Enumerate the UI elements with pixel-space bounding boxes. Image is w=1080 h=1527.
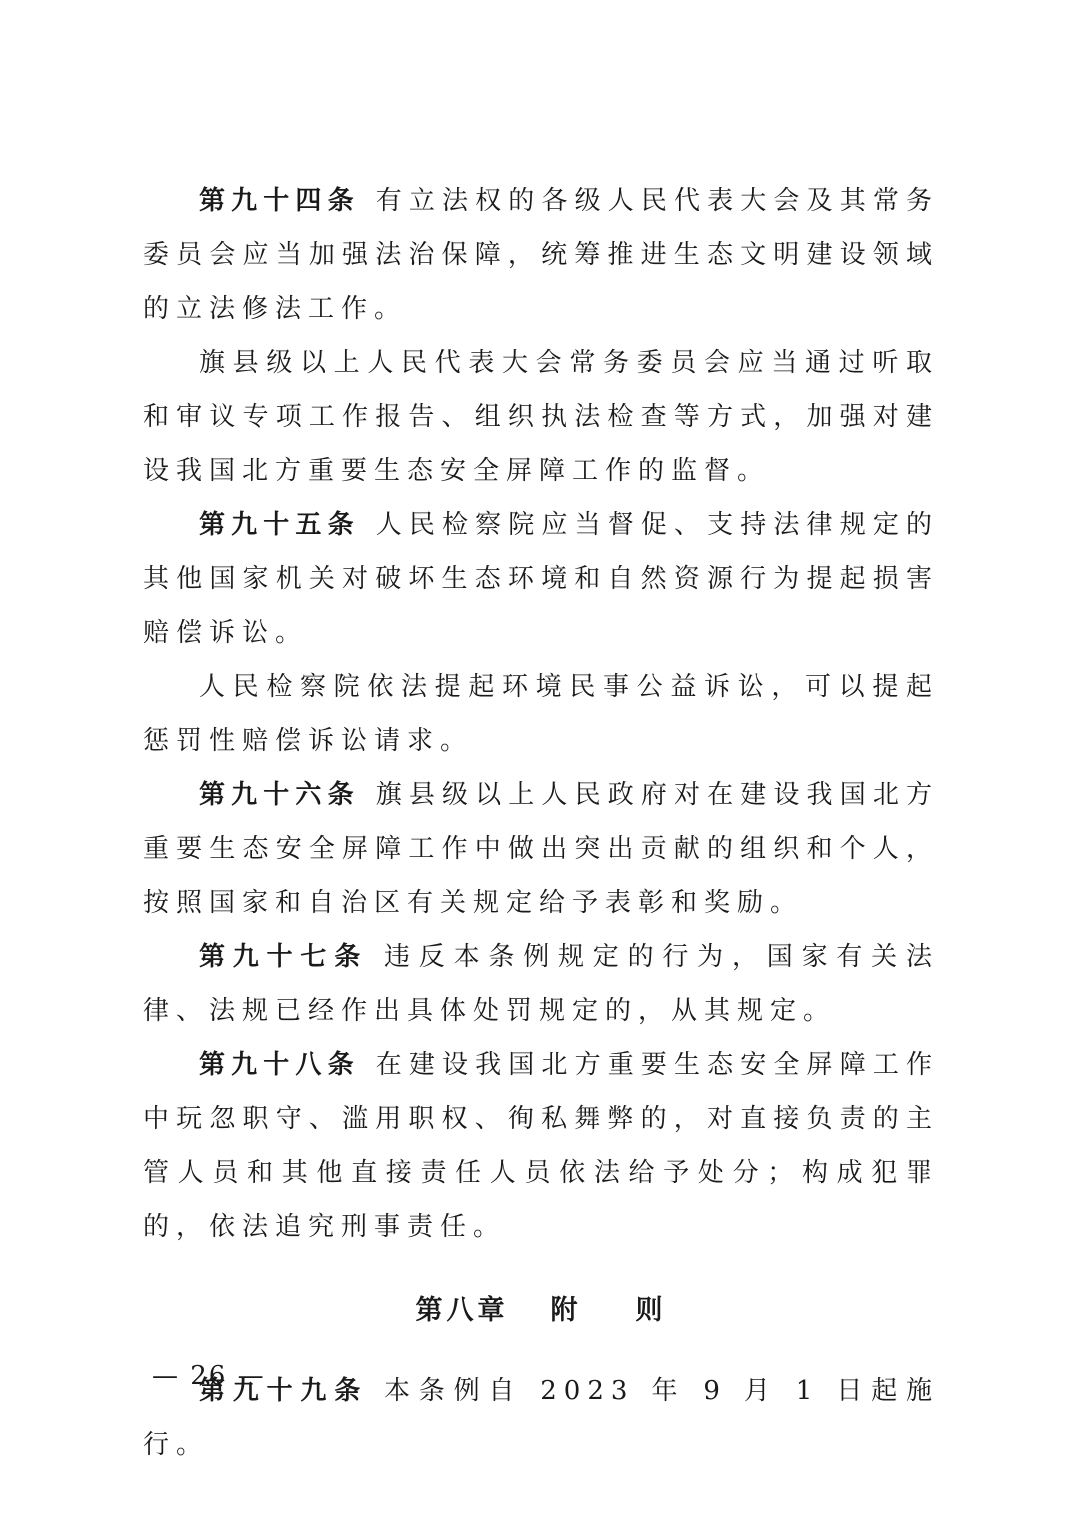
chapter-number: 第八章 [415, 1295, 509, 1326]
article-98-number: 第九十八条 [199, 1050, 360, 1080]
article-95-paragraph-1 [143, 498, 939, 660]
article-98-paragraph-1 [143, 1038, 939, 1254]
article-98-text-1: 在建设我国北方重要生态安全屏障工作中玩忽职守、滥用职权、徇私舞弊的，对直接负责的主管人员和其他直接责任人员依法给予处分；构成犯罪的，依法追究刑事责任。 [143, 1050, 939, 1242]
page-number: — 26 — [152, 1361, 266, 1391]
article-97-paragraph-1 [143, 930, 939, 1038]
article-96-paragraph-1 [143, 768, 939, 930]
article-94-number: 第九十四条 [199, 186, 360, 216]
article-99-text: 本条例自 2023 年 9 月 1 日起施行。 [143, 1376, 939, 1460]
article-94-paragraph-2 [143, 336, 939, 498]
article-94-text-1: 有立法权的各级人民代表大会及其常务委员会应当加强法治保障，统筹推进生态文明建设领域的立法修法工作。 [143, 186, 939, 324]
article-96-text-1: 旗县级以上人民政府对在建设我国北方重要生态安全屏障工作中做出突出贡献的组织和个人，按照国家和自治区有关规定给予表彰和奖励。 [143, 780, 939, 918]
article-94-paragraph-1 [143, 174, 939, 336]
article-95-number: 第九十五条 [199, 510, 360, 540]
article-97-number: 第九十七条 [199, 942, 368, 972]
article-96-number: 第九十六条 [199, 780, 360, 810]
article-95-paragraph-2 [143, 660, 939, 768]
article-95-text-1: 人民检察院应当督促、支持法律规定的其他国家机关对破坏生态环境和自然资源行为提起损害赔偿诉讼。 [143, 510, 939, 648]
article-94-text-2: 旗县级以上人民代表大会常务委员会应当通过听取和审议专项工作报告、组织执法检查等方式，加强对建设我国北方重要生态安全屏障工作的监督。 [143, 348, 939, 486]
chapter-title-part1: 附 [550, 1295, 582, 1326]
chapter-heading [143, 1284, 939, 1338]
article-95-text-2: 人民检察院依法提起环境民事公益诉讼，可以提起惩罚性赔偿诉讼请求。 [143, 672, 939, 756]
article-99-number: 第九十九条 [199, 1376, 368, 1406]
document-body [143, 174, 939, 1472]
chapter-title-part2: 则 [635, 1295, 667, 1326]
article-97-text-1: 违反本条例规定的行为，国家有关法律、法规已经作出具体处罚规定的，从其规定。 [143, 942, 939, 1026]
